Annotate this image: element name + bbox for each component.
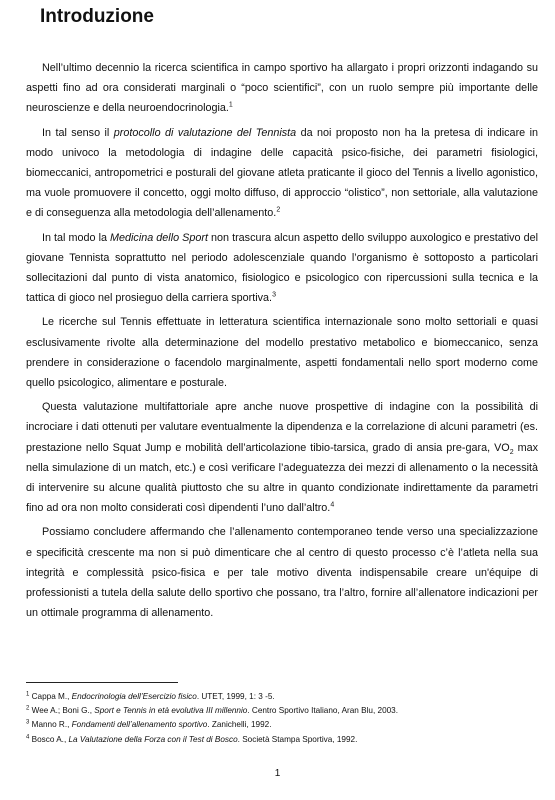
text-run: In tal senso il <box>42 126 114 139</box>
text-run: In tal modo la <box>42 231 111 244</box>
text-run: Bosco A., <box>31 734 69 744</box>
footnote-number: 3 <box>26 719 30 726</box>
body-paragraph <box>26 312 538 393</box>
text-run: da noi proposto non ha la pretesa di indicare in modo univoco la metodologia di indagine delle capacità psico-fisiche, dei parametri fisiologici, biomeccanici, antropometrici e posturali del giovane atleta praticante il gioco del Tennis a livello agonistico, ma vuole promuovere il concetto, oggi molto diffuso, di approccio “olistico”, non settoriale, alla valutazione e di conseguenza alla metodologia dell’allenamento. <box>26 126 539 220</box>
body-paragraph <box>26 522 538 623</box>
italic-text: Endocrinologia dell’Esercizio fisico <box>71 692 197 701</box>
italic-text: protocollo di valutazione del Tennista <box>113 126 297 139</box>
text-run: Possiamo concludere affermando che l’allenamento contemporaneo tende verso una specializzazione e specificità crescente ma non si può dimenticare che al centro di questo processo c’è l’atleta nella sua integrità e complessità psico-fisica e per tale motivo diventa indispensabile creare un'équipe di professionisti a tutela della salute dello sportivo che possano, tra l’altro, fornire all’allenatore indicazioni per un ottimale programma di allenamento. <box>26 526 538 620</box>
body-paragraph <box>26 58 538 119</box>
footnote <box>26 704 538 718</box>
footnote <box>26 718 538 732</box>
text-run: max nella simulazione di un match, etc.) e così verificare l’adeguatezza dei mezzi di allenamento o la necessità di intervenire su alcune qualità piuttosto che su altre in quanto condizionate indirettamente da parametri fino ad ora non molto considerati così dipendenti l’uno dall’altro. <box>26 441 538 515</box>
footnotes <box>26 690 538 747</box>
text-run: Le ricerche sul Tennis effettuate in letteratura scientifica internazionale sono molto settoriali e quasi esclusivamente rivolte alla determinazione del modello prestativo metabolico e biomeccanico, senza prendere in considerazione o facendolo marginalmente, aspetti fondamentali nello sport moderno come quello psicologico, alimentare e posturale. <box>26 316 538 390</box>
footnote <box>26 690 538 704</box>
italic-text: Medicina dello Sport <box>110 231 208 244</box>
body-paragraph <box>26 397 538 518</box>
italic-text: Fondamenti dell’allenamento sportivo <box>71 720 208 730</box>
text-run: . UTET, 1999, 1: 3 -5. <box>196 692 275 701</box>
italic-text: Sport e Tennis in età evolutiva III millennio <box>94 706 248 716</box>
italic-text: La Valutazione della Forza con il Test di Bosco <box>68 734 238 744</box>
page-number: 1 <box>274 768 281 779</box>
footnote-reference: 1 <box>228 101 233 109</box>
text-run: . Società Stampa Sportiva, 1992. <box>237 734 358 744</box>
footnote-number: 4 <box>26 733 30 740</box>
body-paragraph <box>26 228 538 309</box>
footnote <box>26 733 538 747</box>
page-title: Introduzione <box>40 6 154 27</box>
text-run: Manno R., <box>31 720 72 730</box>
footnote-reference: 2 <box>276 206 281 214</box>
text-run: . Centro Sportivo Italiano, Aran Blu, 2003. <box>247 706 399 716</box>
text-run: . Zanichelli, 1992. <box>207 720 272 730</box>
text-run: non trascura alcun aspetto dello sviluppo auxologico e prestativo del giovane Tennista soprattutto nel periodo adolescenziale quando l’organismo è sottoposto a particolari sollecitazioni dal punto di vista anatomico, fisiologico e psicologico con ripercussioni sulla tecnica e la tattica di gioco nel prosieguo della carriera sportiva. <box>26 231 538 305</box>
text-run: Questa valutazione multifattoriale apre anche nuove prospettive di indagine con la possibilità di incrociare i dati ottenuti per valutare eventualmente la dipendenza e la correlazione di alcuni parametri (es. prestazione nello Squat Jump e mobilità dell’articolazione tibio-tarsica, grado di ansia pre-gara, VO <box>26 401 538 454</box>
text-run: Cappa M., <box>31 692 72 701</box>
footnote-number: 1 <box>26 691 30 698</box>
body-text <box>26 58 538 627</box>
footnote-number: 2 <box>26 705 30 712</box>
footnote-reference: 4 <box>330 501 335 509</box>
text-run: Wee A.; Boni G., <box>31 706 95 716</box>
text-run: Nell’ultimo decennio la ricerca scientifica in campo sportivo ha allargato i propri orizzonti indagando su aspetti fino ad ora considerati marginali o “poco scientifici”, con un ruolo sempre più importante delle neuroscienze e della neuroendocrinologia. <box>26 62 538 115</box>
body-paragraph <box>26 123 538 224</box>
footnote-reference: 3 <box>272 291 276 299</box>
subscript: 2 <box>509 448 514 456</box>
footnote-separator <box>26 682 178 683</box>
